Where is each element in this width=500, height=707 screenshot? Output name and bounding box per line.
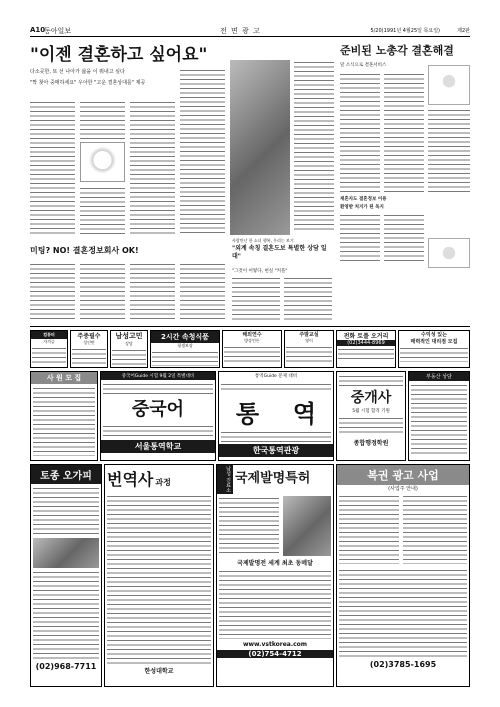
ad-title: 2시간 속청식품 (151, 331, 219, 343)
page-number: A10 (30, 26, 46, 34)
left-subhead-2: "짝 찾아 중매하세요" 우아한 "고운 결혼상대를" 제공 (30, 80, 146, 86)
page-header (30, 25, 470, 37)
ad-subtitle: 5월 시험 합격 기원 (352, 409, 390, 414)
mid-headline-1: 미팅? NO! 결혼정보회사 OK! (30, 246, 139, 255)
article-photo (230, 60, 290, 235)
ad-recruit[interactable] (30, 371, 98, 461)
ad-lottery[interactable] (336, 464, 470, 687)
ad-side: 남성 진료소 (217, 465, 233, 494)
ad-title: 번역사 (107, 470, 154, 489)
ad-title-suffix: 과정 (155, 478, 171, 487)
article-text-column (130, 262, 175, 322)
ad-translator[interactable] (104, 464, 214, 687)
ad-title: 토종 오가피 (31, 465, 101, 484)
ad-text: 방송언론 (244, 338, 260, 343)
ad-title: 중국어 (131, 399, 185, 420)
ad-box[interactable] (398, 330, 470, 368)
cartoon-illustration (428, 238, 470, 268)
ad-box[interactable] (110, 330, 148, 368)
ad-title: 복권 광고 사업 (337, 465, 469, 485)
ad-title: 해외연수 (242, 332, 262, 338)
issue-number: 제2판 (457, 28, 470, 34)
ad-school: 한국통역관광 (219, 444, 333, 457)
ad-title: 주말교실 (299, 332, 319, 338)
article-text-column (180, 262, 225, 322)
ad-text: 자격증 (43, 339, 55, 344)
ad-photo (33, 538, 99, 568)
article-text-column (428, 108, 470, 192)
ad-subtitle: 통역Guide 문제 대비 (254, 374, 298, 379)
mid-headline-2: "외계 속칭 결혼도보 특별한 상담 일대" (232, 245, 327, 260)
ad-title: 사 원 모 집 (31, 372, 97, 384)
ad-text: 상담 (125, 341, 133, 346)
article-text-column (340, 213, 380, 263)
ad-box[interactable] (30, 330, 68, 368)
ad-box[interactable] (150, 330, 220, 368)
article-text-column (294, 60, 334, 230)
page-date: 5/20(1991년 4월25일 목요일) (370, 28, 440, 34)
article-text-column (80, 100, 125, 140)
ad-title: 국제발명특허 (235, 471, 311, 486)
article-text-column (130, 100, 175, 235)
left-subhead-1: 다소곳한, 또 선 나아가 삶을 이 뤄내고 싶다 (30, 69, 125, 75)
section-title: 전 면 광 고 (220, 27, 261, 35)
article-text-column (340, 72, 380, 192)
divider (30, 326, 470, 327)
right-caption-2: 환영받 처지가 된 독지 (340, 205, 384, 210)
ad-ogapi[interactable] (30, 464, 102, 687)
ad-patent[interactable] (216, 464, 334, 687)
ad-box[interactable] (284, 330, 334, 368)
ad-box[interactable] (336, 330, 396, 368)
ad-realtor[interactable] (336, 371, 406, 461)
ad-title: 수익성 있는 (421, 332, 447, 338)
ad-title-char: 역 (292, 399, 317, 428)
ad-title: 부동산 상담 (409, 372, 469, 381)
ad-phone: (02)754-4712 (217, 650, 333, 658)
ad-title: 전화 토플 오거리 (343, 333, 389, 340)
ad-box[interactable] (408, 371, 470, 461)
ad-phone: (02)3444-8969 (337, 340, 395, 346)
ad-subtitle: 중국어Guide 시험 9월 2일 특별대비 (101, 372, 215, 380)
article-text-column (384, 213, 424, 263)
ad-title: 남성고민 (115, 332, 143, 340)
paper-name: 동아일보 (44, 27, 72, 35)
ad-text: 매력적인 대리점 모집 (410, 339, 458, 345)
ad-school: 종합행정학원 (353, 440, 389, 447)
article-text-column (232, 276, 280, 322)
ad-school: 서울통역학교 (101, 440, 215, 453)
ad-interpretation[interactable] (218, 371, 334, 461)
cartoon-illustration (428, 65, 470, 105)
article-text-column (180, 68, 225, 235)
ad-school: 한성대학교 (144, 668, 174, 675)
ad-subtitle: 국제발명전 세계 최초 동메달 (237, 559, 313, 567)
ad-phone: (02)3785-1695 (369, 660, 437, 669)
ad-title: 중개사 (350, 390, 392, 406)
photo-caption: 사람만난 한 소녀 행복, 우리는 보기 (232, 238, 294, 243)
ad-box[interactable] (70, 330, 108, 368)
ad-title-char: 통 (235, 399, 260, 428)
ad-title: 컴퓨터 (31, 331, 67, 339)
ad-phone: (02)968-7711 (35, 662, 97, 671)
ad-text: 평생보장 (177, 343, 193, 348)
ad-text: 영어 (305, 338, 313, 343)
article-text-column (30, 262, 75, 322)
ad-box[interactable] (222, 330, 282, 368)
ad-chinese[interactable] (100, 371, 216, 461)
ad-url[interactable]: www.vstkorea.com (242, 640, 308, 648)
right-headline: 준비된 노총각 결혼해결 (340, 44, 454, 57)
right-caption-1: 재혼자도 결혼정보 이용 (340, 197, 387, 202)
article-text-column (80, 186, 125, 235)
left-headline: "이젠 결혼하고 싶어요" (30, 45, 208, 65)
ad-title: 주중필수 (77, 333, 101, 340)
article-text-column (384, 72, 424, 192)
article-text-column (80, 262, 125, 322)
mid-subhead-2: "그것이 어떻다, 현실 "커플" (232, 269, 288, 274)
ad-photo (283, 496, 331, 556)
article-text-column (284, 276, 332, 322)
right-subhead: 달 소식으로 결혼서비스 (340, 63, 387, 68)
cartoon-illustration (80, 142, 125, 182)
ad-text: 성인반 (83, 340, 95, 345)
ad-subtitle: (사업주 안내) (388, 486, 418, 492)
article-text-column (30, 100, 75, 235)
